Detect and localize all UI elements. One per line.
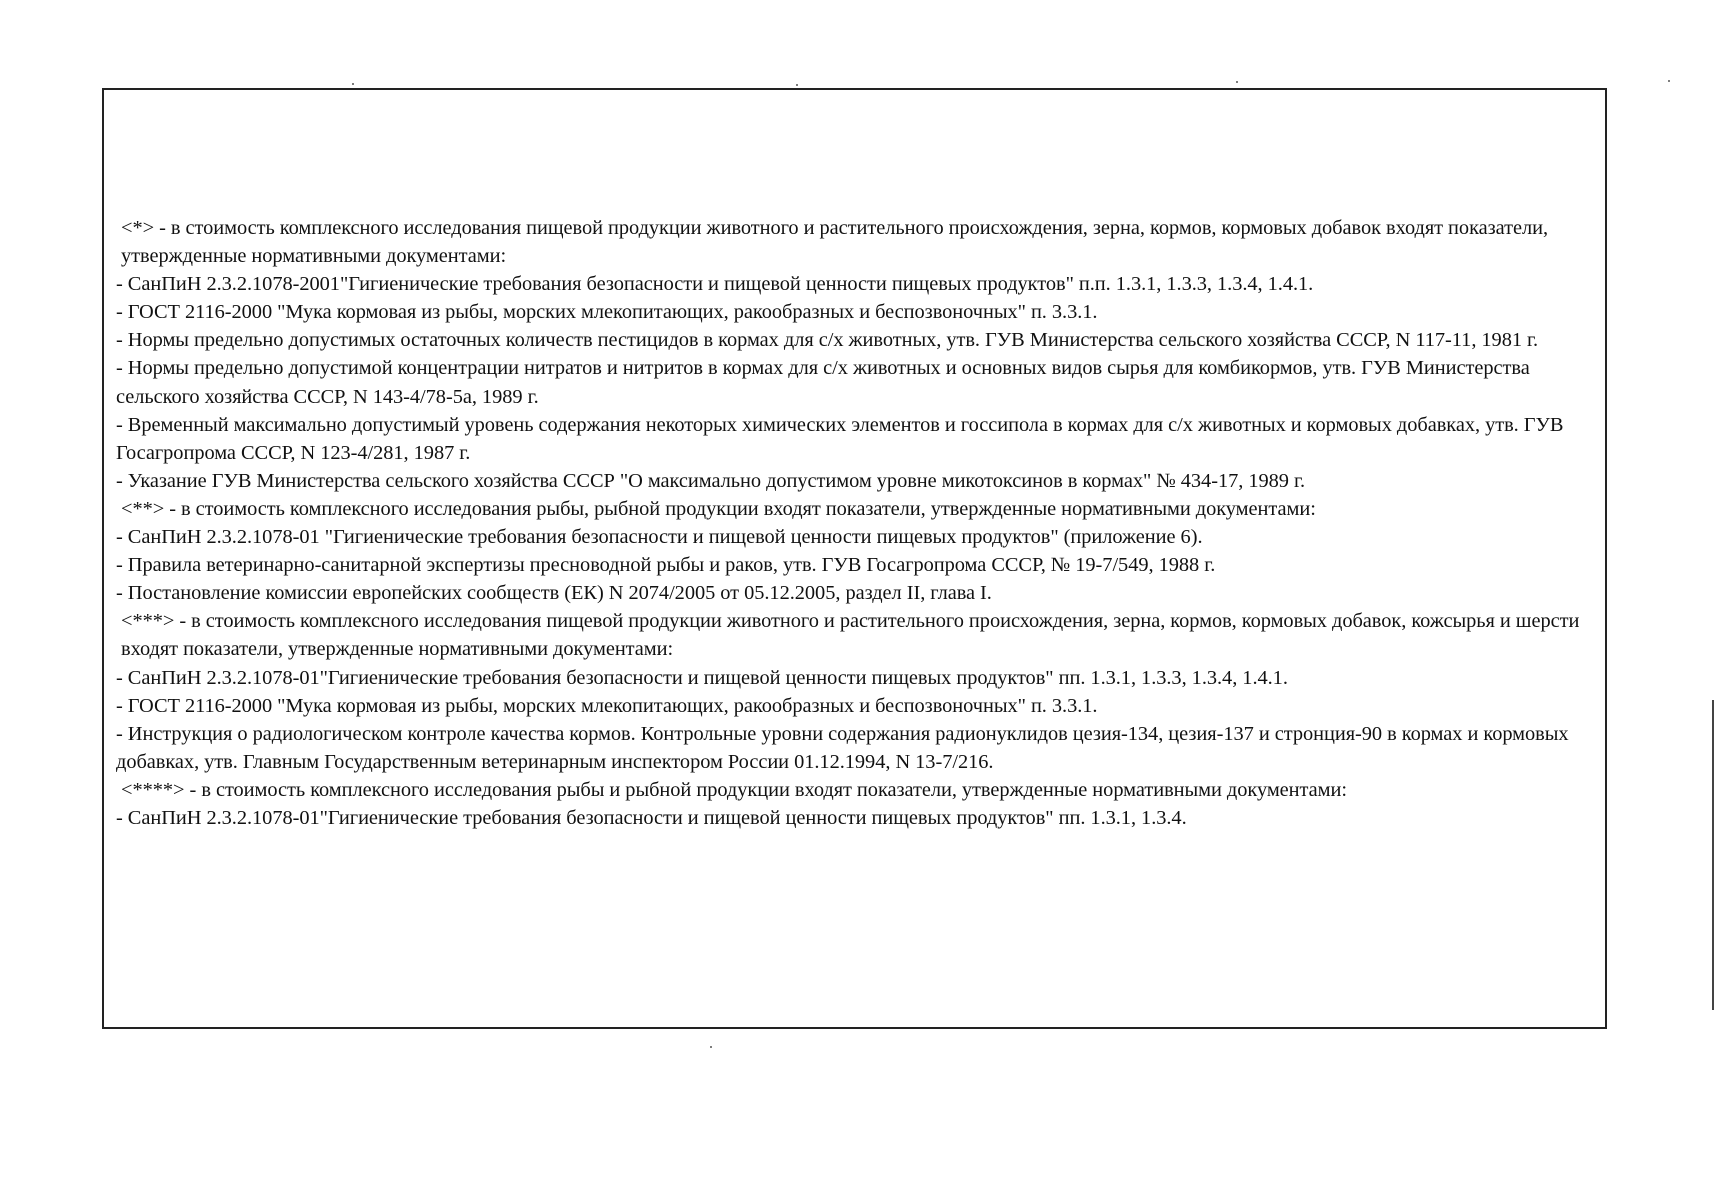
notes-frame [102, 88, 1607, 1029]
footnotes-block [116, 214, 1601, 832]
footnote-2-item-1: - СанПиН 2.3.2.1078-01 "Гигиенические требования безопасности и пищевой ценности пищевых продуктов" (приложение 6). [116, 526, 1203, 549]
footnote-1-heading: <*> - в стоимость комплексного исследования пищевой продукции животного и растительного происхождения, зерна, кормов, кормовых добавок входят показатели, утвержденные нормативными документами: [121, 217, 1548, 268]
footnote-2-item-3: - Постановление комиссии европейских сообществ (ЕК) N 2074/2005 от 05.12.2005, раздел II, глава I. [116, 582, 992, 605]
footnote-1-item-1: - СанПиН 2.3.2.1078-2001"Гигиенические требования безопасности и пищевой ценности пищевых продуктов" п.п. 1.3.1, 1.3.3, 1.3.4, 1.4.1. [116, 273, 1314, 296]
footnote-2-item-2: - Правила ветеринарно-санитарной экспертизы пресноводной рыбы и раков, утв. ГУВ Госагропрома СССР, № 19-7/549, 1988 г. [116, 554, 1216, 577]
scan-speck [710, 1046, 712, 1048]
footnote-1-item-4: - Нормы предельно допустимой концентрации нитратов и нитритов в кормах для с/х животных и основных видов сырья для комбикормов, утв. ГУВ Министерства сельского хозяйства СССР, N 143-4/78-5а, 1989 г. [116, 357, 1530, 408]
footnote-1-item-6: - Указание ГУВ Министерства сельского хозяйства СССР "О максимально допустимом уровне микотоксинов в кормах" № 434-17, 1989 г. [116, 469, 1306, 492]
footnote-1-item-2: - ГОСТ 2116-2000 "Мука кормовая из рыбы, морских млекопитающих, ракообразных и беспозвоночных" п. 3.3.1. [116, 301, 1098, 324]
footnote-3-item-1: - СанПиН 2.3.2.1078-01"Гигиенические требования безопасности и пищевой ценности пищевых продуктов" пп. 1.3.1, 1.3.3, 1.3.4, 1.4.1. [116, 666, 1288, 689]
footnote-1-item-3: - Нормы предельно допустимых остаточных количеств пестицидов в кормах для с/х животных, утв. ГУВ Министерства сельского хозяйства СССР, N 117-11, 1981 г. [116, 329, 1539, 352]
scan-speck [352, 83, 354, 85]
footnote-2-heading: <**> - в стоимость комплексного исследования рыбы, рыбной продукции входят показатели, утвержденные нормативными документами: [121, 497, 1316, 520]
scan-speck [1236, 81, 1238, 83]
footnote-3-item-3: - Инструкция о радиологическом контроле качества кормов. Контрольные уровни содержания радионуклидов цезия-134, цезия-137 и стронция-90 в кормах и кормовых добавках, утв. Главным Государственным ветеринарным инспектором России 01.12.1994, N 13-7/216. [116, 722, 1569, 773]
footnote-4-item-1: - СанПиН 2.3.2.1078-01"Гигиенические требования безопасности и пищевой ценности пищевых продуктов" пп. 1.3.1, 1.3.4. [116, 806, 1187, 829]
footnote-3-item-2: - ГОСТ 2116-2000 "Мука кормовая из рыбы, морских млекопитающих, ракообразных и беспозвоночных" п. 3.3.1. [116, 694, 1098, 717]
footnote-1-item-5: - Временный максимально допустимый уровень содержания некоторых химических элементов и госсипола в кормах для с/х животных и кормовых добавках, утв. ГУВ Госагропрома СССР, N 123-4/281, 1987 г. [116, 413, 1564, 464]
footnote-4-heading: <****> - в стоимость комплексного исследования рыбы и рыбной продукции входят показатели, утвержденные нормативными документами: [121, 778, 1347, 801]
footnote-3-heading: <***> - в стоимость комплексного исследования пищевой продукции животного и растительного происхождения, зерна, кормов, кормовых добавок, кожсырья и шерсти входят показатели, утвержденные нормативными документами: [121, 610, 1580, 661]
scan-speck [1668, 80, 1670, 82]
scan-speck [796, 84, 798, 86]
